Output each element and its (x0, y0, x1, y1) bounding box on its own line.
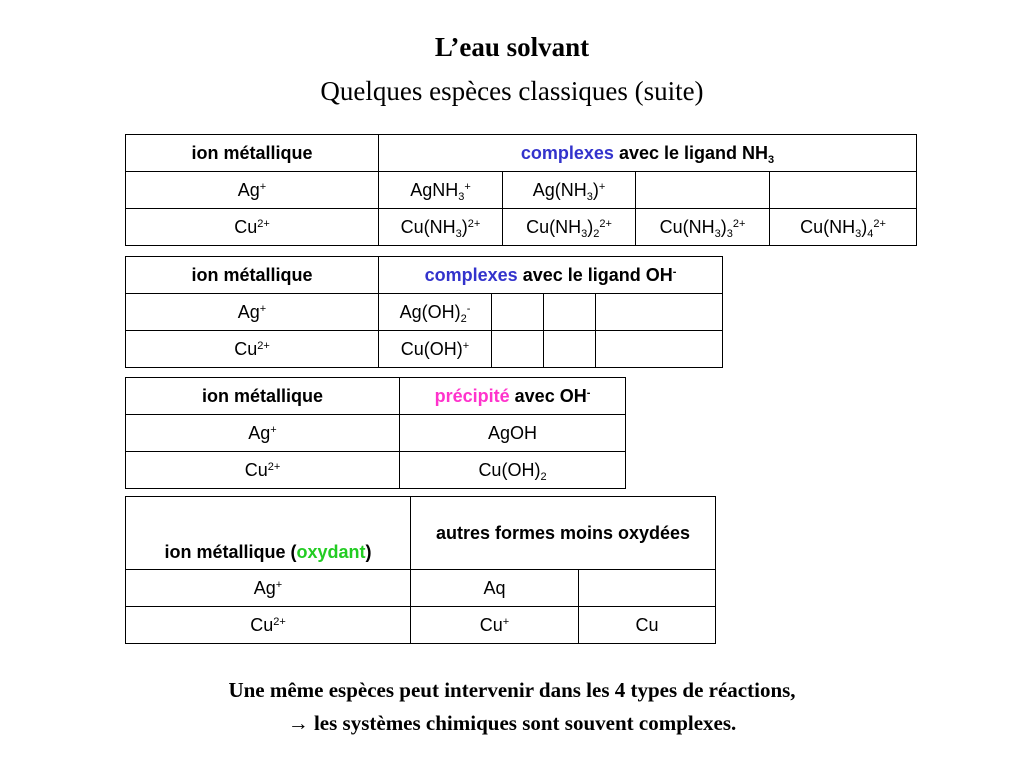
species-formula: AgOH (487, 422, 538, 443)
subscript: 3 (458, 190, 465, 203)
species-formula: Cu(OH) (400, 338, 463, 359)
ion-symbol: Cu (234, 338, 258, 359)
complexes-label: complexes (424, 264, 518, 285)
precipite-label: précipité (434, 385, 510, 406)
subscript: 2 (540, 470, 547, 483)
ion-charge: + (270, 423, 277, 436)
empty-cell (596, 331, 723, 368)
ion-symbol: Ag (248, 422, 271, 443)
ion-symbol: Ag (237, 179, 260, 200)
species-cell (379, 172, 503, 209)
species-cell (503, 172, 636, 209)
page-title: L’eau solvant (434, 32, 590, 62)
ion-symbol: Cu (250, 614, 274, 635)
species-cell (636, 209, 770, 246)
header-complexes-nh3 (379, 135, 917, 172)
subscript: 3 (726, 227, 733, 240)
species-cell (503, 209, 636, 246)
header-ion-metallique: ion métallique (126, 135, 379, 172)
subscript: 3 (714, 227, 721, 240)
ion-symbol: Cu (244, 459, 268, 480)
table-header-row (126, 378, 626, 415)
superscript: 2+ (732, 217, 746, 230)
ion-charge: + (259, 302, 267, 315)
footer-text: les systèmes chimiques sont souvent complexes. (308, 711, 737, 735)
table-complexes-nh3 (125, 134, 917, 246)
subscript: 3 (855, 227, 862, 240)
ion-charge: 2+ (257, 339, 270, 352)
header-text: ion métallique ( (164, 542, 297, 562)
empty-cell (492, 331, 544, 368)
superscript: + (464, 180, 471, 193)
superscript: - (672, 265, 677, 278)
paren: ) (587, 216, 594, 237)
ion-symbol: Ag (237, 301, 260, 322)
header-text: avec OH (509, 385, 587, 406)
species-cell (400, 415, 626, 452)
species-formula: Cu (635, 614, 659, 635)
superscript: 2+ (467, 217, 481, 230)
paren: ) (592, 179, 599, 200)
empty-cell (636, 172, 770, 209)
subscript: 2 (593, 227, 600, 240)
header-text: avec le ligand NH (613, 142, 768, 163)
empty-cell (579, 570, 716, 607)
species-formula: Cu(OH) (478, 459, 541, 480)
subscript: 2 (460, 312, 467, 325)
table-header-row (126, 135, 917, 172)
species-formula: Ag(NH (532, 179, 587, 200)
table-row-cu (126, 607, 716, 644)
oxydant-label: oxydant (296, 542, 366, 562)
table-row-ag (126, 294, 723, 331)
table-oxydant (125, 496, 716, 644)
header-ion-oxydant (126, 497, 411, 570)
ion-cell (126, 294, 379, 331)
table-row-cu (126, 209, 917, 246)
ion-symbol: Ag (253, 577, 276, 598)
table-complexes-oh (125, 256, 723, 368)
ion-cell (126, 209, 379, 246)
ion-charge: 2+ (273, 615, 286, 628)
subscript: 4 (867, 227, 874, 240)
header-ion-metallique: ion métallique (126, 378, 400, 415)
page-subtitle: Quelques espèces classiques (suite) (320, 76, 704, 106)
empty-cell (770, 172, 917, 209)
species-cell (411, 570, 579, 607)
header-complexes-oh (379, 257, 723, 294)
subscript: 3 (768, 153, 775, 166)
empty-cell (596, 294, 723, 331)
species-formula: Cu(NH (400, 216, 456, 237)
complexes-label: complexes (520, 142, 614, 163)
table-row-ag (126, 415, 626, 452)
table-row-ag (126, 172, 917, 209)
ion-cell (126, 172, 379, 209)
superscript: - (466, 302, 471, 315)
table-header-row (126, 257, 723, 294)
ion-cell (126, 607, 411, 644)
species-formula: Aq (483, 577, 506, 598)
ion-cell (126, 570, 411, 607)
species-cell (379, 209, 503, 246)
superscript: 2+ (599, 217, 612, 230)
species-formula: Cu(NH (526, 216, 582, 237)
header-ion-metallique: ion métallique (126, 257, 379, 294)
paren: ) (461, 216, 468, 237)
species-cell (379, 331, 492, 368)
species-formula: Cu(NH (659, 216, 715, 237)
ion-cell (126, 331, 379, 368)
species-formula: Ag(OH) (399, 301, 461, 322)
table-row-ag (126, 570, 716, 607)
species-cell (579, 607, 716, 644)
superscript: + (502, 615, 510, 628)
ion-charge: 2+ (257, 217, 270, 230)
species-cell (379, 294, 492, 331)
species-formula: AgNH (410, 179, 459, 200)
empty-cell (544, 331, 596, 368)
subscript: 3 (586, 190, 593, 203)
table-header-row (126, 497, 716, 570)
superscript: - (586, 386, 591, 399)
superscript: + (462, 339, 470, 352)
header-autres-formes: autres formes moins oxydées (411, 497, 716, 570)
ion-cell (126, 452, 400, 489)
table-precipite-oh (125, 377, 626, 489)
ion-charge: 2+ (267, 460, 281, 473)
ion-charge: + (259, 180, 267, 193)
species-formula: Cu (479, 614, 503, 635)
subscript: 3 (455, 227, 462, 240)
table-row-cu (126, 452, 626, 489)
ion-charge: + (275, 578, 283, 591)
empty-cell (492, 294, 544, 331)
header-text: avec le ligand OH (517, 264, 673, 285)
species-cell (770, 209, 917, 246)
empty-cell (544, 294, 596, 331)
header-precipite-oh (400, 378, 626, 415)
footer-line-2 (0, 711, 1024, 736)
header-text: ) (365, 542, 372, 562)
ion-cell (126, 415, 400, 452)
superscript: + (598, 180, 606, 193)
paren: ) (720, 216, 727, 237)
ion-symbol: Cu (234, 216, 258, 237)
subscript: 3 (581, 227, 588, 240)
species-cell (411, 607, 579, 644)
species-cell (400, 452, 626, 489)
paren: ) (861, 216, 868, 237)
species-formula: Cu(NH (800, 216, 856, 237)
table-row-cu (126, 331, 723, 368)
arrow-icon: → (287, 711, 309, 735)
footer-line-1: Une même espèces peut intervenir dans les 4 types de réactions, (228, 678, 796, 702)
superscript: 2+ (873, 217, 886, 230)
